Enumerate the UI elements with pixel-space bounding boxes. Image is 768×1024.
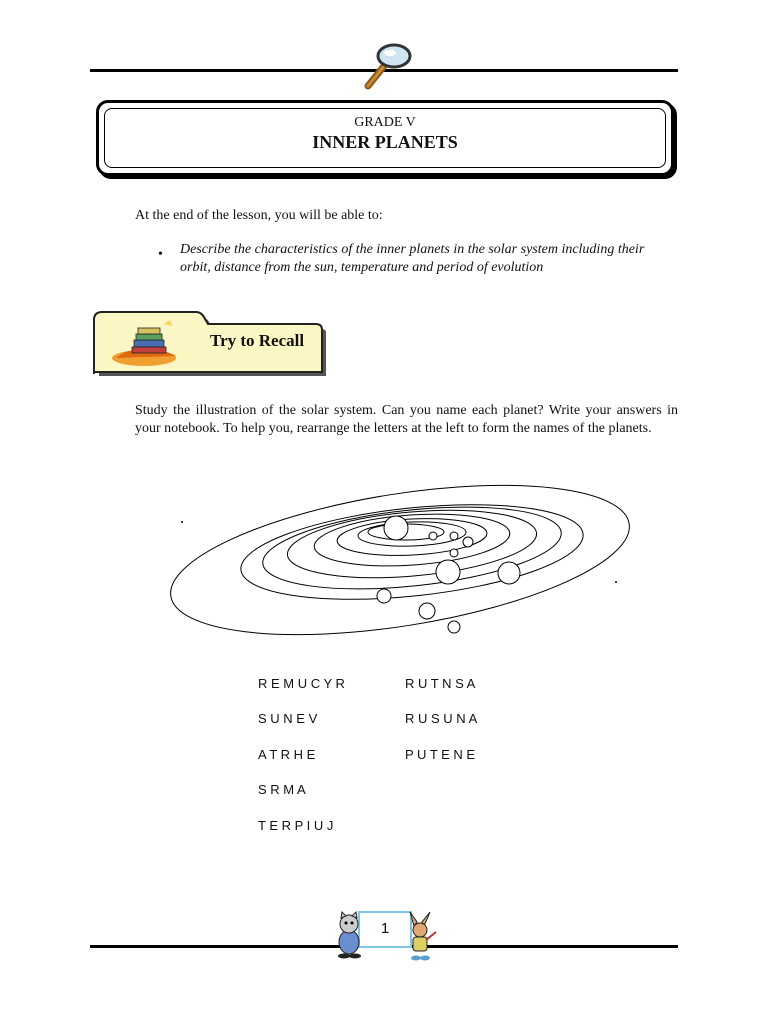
scrambled-word: R E M U C Y R <box>258 676 345 691</box>
scrambled-word: S R M A <box>258 782 306 797</box>
instructions-text: Study the illustration of the solar system. Can you name each planet? Write your answers in your notebook. To help you, rearrange the letters at the left to form the names of the planets. <box>135 403 678 436</box>
books-icon <box>110 318 182 366</box>
magnifier-icon <box>354 42 414 92</box>
scrambled-word: R U S U N A <box>405 711 478 726</box>
page-title: INNER PLANETS <box>312 132 458 152</box>
scrambled-word: R U T N S A <box>405 676 476 691</box>
intro-text: At the end of the lesson, you will be able to: <box>135 208 383 223</box>
objective-text: Describe the characteristics of the inner planets in the solar system including their orbit, distance from the sun, temperature and period of evolution <box>180 242 645 275</box>
cat-mascot-icon <box>334 910 364 960</box>
title-box <box>96 100 674 176</box>
grade-label: GRADE V <box>354 115 416 130</box>
page-number: 1 <box>380 920 390 937</box>
bullet-icon: • <box>158 247 163 262</box>
scrambled-word: P U T E N E <box>405 747 476 762</box>
section-label: Try to Recall <box>210 331 305 350</box>
rabbit-mascot-icon <box>404 912 438 962</box>
scrambled-word: A T R H E <box>258 747 316 762</box>
scrambled-word: T E R P I U J <box>258 818 334 833</box>
solar-system-illustration <box>160 480 640 650</box>
scrambled-word: S U N E V <box>258 711 318 726</box>
